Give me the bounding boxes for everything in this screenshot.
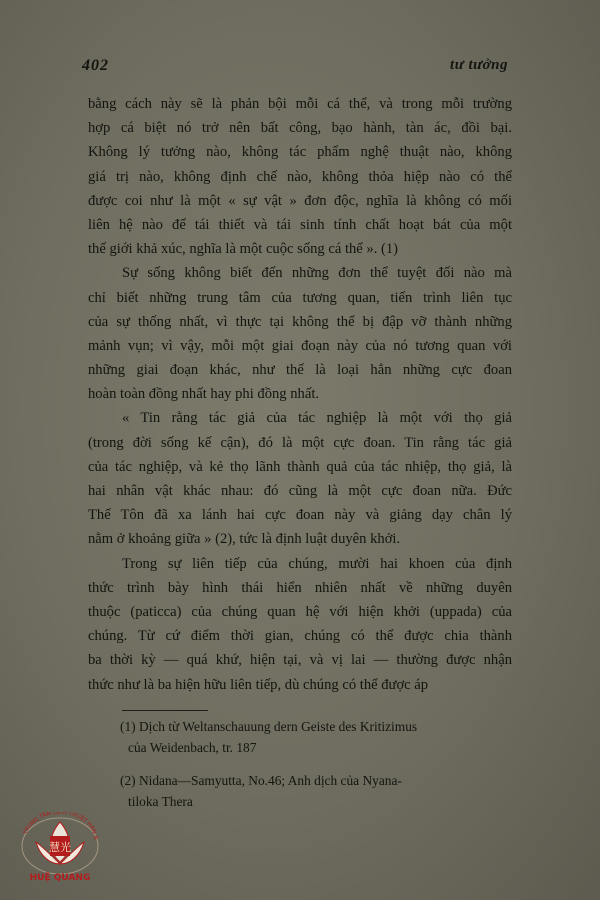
footnote-gap xyxy=(120,758,520,770)
text-line: Không lý tưởng nào, không tác phẩm nghệ thuật nào, không xyxy=(88,144,512,161)
running-title: tư tưởng xyxy=(450,57,508,73)
paragraph xyxy=(88,92,512,261)
text-line: (trong đời sống kế cận), đó là một cực đoan. Tin rằng tác giả xyxy=(88,434,512,451)
page-number: 402 xyxy=(82,57,109,74)
text-line: được coi như là một « sự vật » đơn độc, nghĩa là không có mối xyxy=(88,192,512,209)
text-line: hoàn toàn đồng nhất hay phi đồng nhất. xyxy=(88,386,320,403)
lotus-logo-icon xyxy=(18,812,102,876)
footnote-line: tiloka Thera xyxy=(128,794,193,809)
footnote-line: của Weidenbach, tr. 187 xyxy=(128,740,257,755)
paragraph xyxy=(88,552,512,697)
text-line: Thế Tôn đã xa lánh hai cực đoan này và giảng dạy chân lý xyxy=(88,507,512,524)
footnote-line: (1) Dịch từ Weltanschauung dern Geiste des Kritizimus xyxy=(120,719,418,734)
text-line: Sự sống không biết đến những đơn thể tuyệt đối nào mà xyxy=(122,265,512,282)
footnote-line: (2) Nidana—Samyutta, No.46; Anh dịch của Nyana- xyxy=(120,773,402,788)
svg-text:TRUNG TÂM DỊCH THUẬT HÁN NÔM: TRUNG TÂM DỊCH THUẬT HÁN N xyxy=(22,812,99,841)
text-line: của sự thống nhất, vì thực tại không thể bị đập vỡ thành những xyxy=(88,313,512,330)
body-text xyxy=(88,92,512,697)
text-line: của tác nghiệp, và kẻ thọ lãnh thành quả của tác nhiệp, thọ giả, là xyxy=(88,458,512,475)
paragraph xyxy=(88,261,512,406)
text-line: hợp cá biệt nó trở nên bất công, bạo hành, tàn ác, đồi bại. xyxy=(88,120,512,137)
text-line: hai nhân vật khác nhau: đó cũng là một cực đoan nữa. Đức xyxy=(88,483,512,499)
text-line: giá trị nào, không định chế nào, không thỏa hiệp nào có thể xyxy=(88,168,512,185)
text-line: liên hệ nào để tái thiết và tái sinh tính chất hoạt bát của một xyxy=(88,216,512,233)
text-line: chúng. Từ cứ điểm thời gian, chúng có thể được chia thành xyxy=(88,628,512,645)
paragraph xyxy=(88,406,512,551)
huequang-logo xyxy=(18,812,102,890)
text-line: nằm ở khoảng giữa » (2), tức là định luật duyên khởi. xyxy=(88,531,401,548)
text-line: thuộc (paticca) của chúng quan hệ với hiện khởi (uppada) của xyxy=(88,603,512,620)
text-line: thức như là ba hiện hữu liên tiếp, dù chúng có thể được áp xyxy=(88,676,429,693)
text-line: thế giới khả xúc, nghĩa là một cuộc sống cá thể ». (1) xyxy=(88,241,399,258)
text-line: chỉ biết những trung tâm của tương quan, tiến trình liên tục xyxy=(88,289,512,306)
logo-name: HUỆ QUANG xyxy=(29,873,91,883)
footnotes xyxy=(120,716,520,812)
svg-text:慧光: 慧光 xyxy=(49,841,71,854)
text-line: ba thời kỳ — quá khứ, hiện tại, và vị lai — thường được nhận xyxy=(88,652,512,669)
text-line: thức trình bày hình thái hiển nhiên nhất về những duyên xyxy=(88,579,512,596)
text-line: Trong sự liên tiếp của chúng, mười hai khoen của định xyxy=(122,555,512,572)
footnote xyxy=(120,770,520,812)
text-line: « Tin rằng tác giả của tác nghiệp là một với thọ giả xyxy=(122,410,512,427)
footnote-rule xyxy=(122,710,208,711)
text-line: những giai đoạn khác, như thế là loại hẳn những cực đoan xyxy=(88,362,512,379)
text-line: mảnh vụn; vì vậy, mỗi một giai đoạn này của nó tương quan với xyxy=(88,337,512,354)
footnote xyxy=(120,716,520,758)
text-line: bằng cách này sẽ là phản bội mỗi cá thể, và trong mỗi trường xyxy=(88,96,512,112)
